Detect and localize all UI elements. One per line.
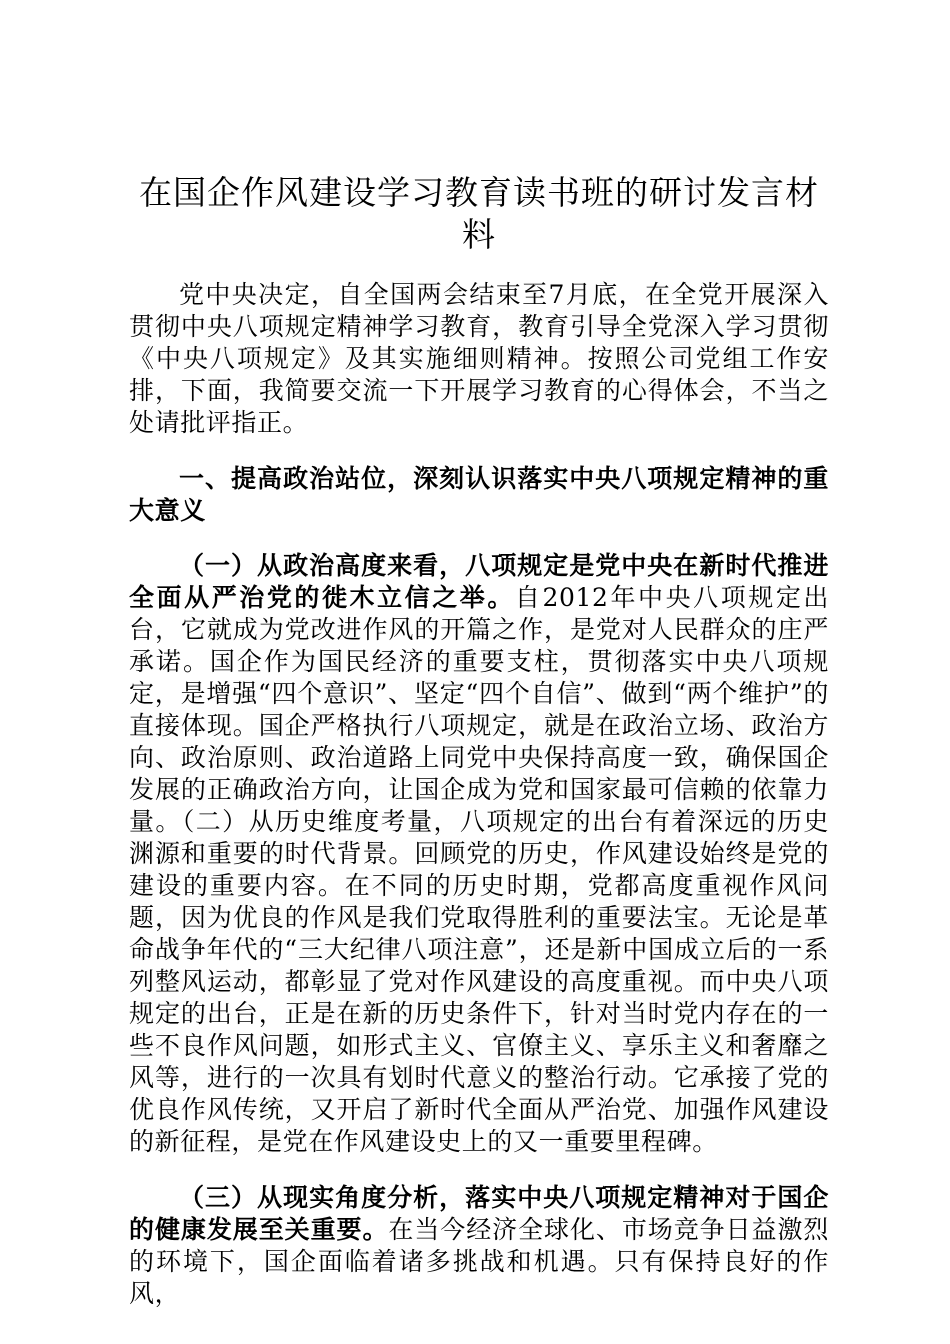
document-title: 在国企作风建设学习教育读书班的研讨发言材料 — [139, 173, 819, 254]
intro-paragraph: 党中央决定，自全国两会结束至7月底，在全党开展深入贯彻中央八项规定精神学习教育，教育引导全党深入学习贯彻《中央八项规定》及其实施细则精神。按照公司党组工作安排，下面，我简要交流一下开展学习教育的心得体会，不当之处请批评指正。 — [129, 280, 829, 437]
subsection-body-3: 在当今经济全球化、市场竞争日益激烈的环境下，国企面临着诸多挑战和机遇。只有保持良好的作风， — [129, 1215, 829, 1308]
document-page — [129, 172, 829, 1310]
subsection-paragraph-3 — [129, 1182, 829, 1310]
subsection-lead-1: （一）从政治高度来看，八项规定是党中央在新时代推进全面从严治党的徙木立信之举。 — [129, 551, 829, 612]
subsection-body-1: 自2012年中央八项规定出台，它就成为党改进作风的开篇之作，是党对人民群众的庄严承诺。国企作为国民经济的重要支柱，贯彻落实中央八项规定，是增强“四个意识”、坚定“四个自信”、做到“两个维护”的直接体现。国企严格执行八项规定，就是在政治立场、政治方向、政治原则、政治道路上同党中央保持高度一致，确保国企发展的正确政治方向，让国企成为党和国家最可信赖的依靠力量。（二）从历史维度考量，八项规定的出台有着深远的历史渊源和重要的时代背景。回顾党的历史，作风建设始终是党的建设的重要内容。在不同的历史时期，党都高度重视作风问题，因为优良的作风是我们党取得胜利的重要法宝。无论是革命战争年代的“三大纪律八项注意”，还是新中国成立后的一系列整风运动，都彰显了党对作风建设的高度重视。而中央八项规定的出台，正是在新的历史条件下，针对当时党内存在的一些不良作风问题，如形式主义、官僚主义、享乐主义和奢靡之风等，进行的一次具有划时代意义的整治行动。它承接了党的优良作风传统，又开启了新时代全面从严治党、加强作风建设的新征程，是党在作风建设史上的又一重要里程碑。 — [129, 583, 829, 1156]
subsection-paragraph-1 — [129, 550, 829, 1158]
subsection-lead-3: （三）从现实角度分析，落实中央八项规定精神对于国企的健康发展至关重要。 — [129, 1183, 829, 1244]
section-heading: 一、提高政治站位，深刻认识落实中央八项规定精神的重大意义 — [129, 464, 829, 525]
